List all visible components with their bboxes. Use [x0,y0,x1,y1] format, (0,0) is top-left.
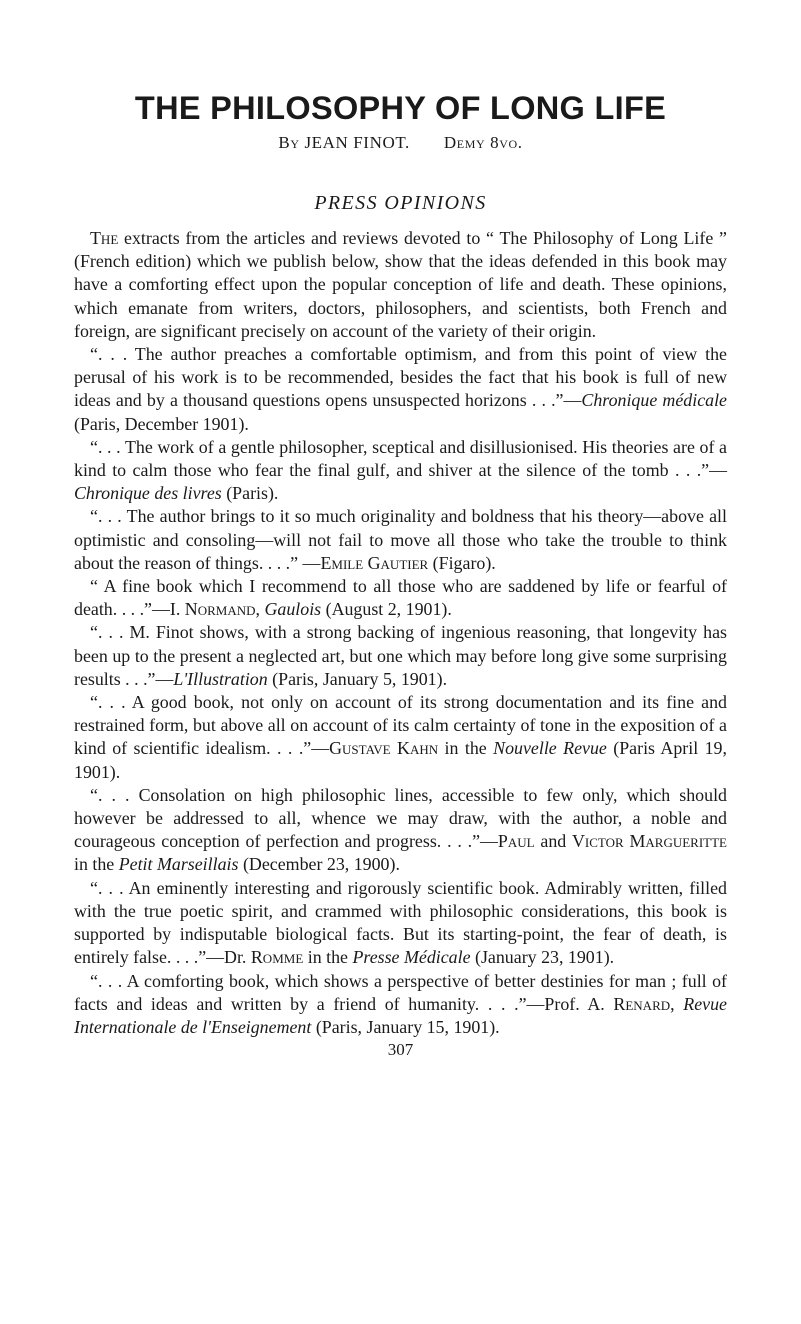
opinion-author: I. Normand, [169,599,260,620]
opinion-connector: in the [438,738,494,759]
opinion-citation: (August 2, 1901). [321,599,452,620]
page-title: THE PHILOSOPHY OF LONG LIFE [134,90,667,126]
opinion-4 [74,575,727,621]
opinion-citation: (Figaro). [428,552,496,573]
opinion-quote: “. . . The author brings to it so much originality and boldness that his theory—above all optimistic and consoling—will not fail to move all those who take the trouble to think about the reason of things. . . .” — [74,506,727,573]
opinion-quote: “. . . An eminently interesting and rigorously scientific book. Admirably written, filled with the true poetic spirit, and crammed with philosophic considerations, this book is supported by indisputable biological facts. But its starting-point, the fear of death, is entirely false. . . .”—Dr. [74,877,727,968]
opinion-quote: “. . . The author preaches a comfortable optimism, and from this point of view the perusal of his work is to be recommended, besides the fact that his book is full of new ideas and by a thousand questions opens unsuspected horizons . . .”— [74,344,727,411]
opinion-source: Presse Médicale [352,947,471,968]
opinion-connector: and [534,831,573,852]
opinion-5 [74,621,727,691]
book-format: Demy 8vo. [443,133,523,152]
opinion-citation: (Paris). [221,483,279,504]
opinion-2 [74,436,727,506]
opinion-7 [74,784,727,877]
opinion-8 [74,877,727,970]
opinion-quote: “ A fine book which I recommend to all those who are saddened by life or fearful of death. . . .”— [74,576,727,620]
intro-paragraph [74,227,727,343]
opinion-source: L'Illustration [173,668,268,689]
author-credit: By JEAN FINOT. [278,133,410,152]
opinion-1 [74,343,727,436]
opinion-source: Petit Marseillais [118,854,239,875]
opinion-source: Chronique médicale [581,390,727,411]
opinion-3 [74,505,727,575]
opinion-source: Chronique des livres [74,483,222,504]
opinion-connector [675,994,684,1014]
opinion-citation: (Paris, December 1901). [74,413,249,434]
opinion-author: Renard, [613,993,675,1014]
opinion-connector-2: in the [74,854,119,875]
opinion-source: Revue Internationale de l'Enseignement [74,993,727,1037]
opinion-citation: (Paris April 19, 1901). [74,738,727,782]
opinion-source: Nouvelle Revue [493,738,607,759]
opinion-quote: “. . . A comforting book, which shows a perspective of better destinies for man ; full of facts and ideas and written by a friend of humanity. . . .”—Prof. A. [74,970,727,1014]
opinion-author: Romme [250,947,304,968]
opinion-9 [74,970,727,1040]
opinion-citation: (Paris, January 5, 1901). [267,668,448,689]
opinion-author: Emile Gautier [320,552,429,573]
opinion-citation: (Paris, January 15, 1901). [311,1016,500,1037]
byline [74,132,727,154]
opinion-quote: “. . . Consolation on high philosophic lines, accessible to few only, which should however be addressed to all, whence we may draw, with the author, a noble and courageous conception of perfection and progress. . . .”— [74,784,727,852]
page-number: 307 [387,1040,414,1060]
opinion-author: Paul [497,831,535,852]
opinion-6 [74,691,727,784]
intro-text: extracts from the articles and reviews devoted to “ The Philosophy of Long Life ” (French edition) which we publish below, show that the ideas defended in this book may have a comforting effect upon the popular conception of life and death. These opinions, which emanate from writers, doctors, philosophers, and scientists, both French and foreign, are significant precisely on account of the variety of their origin. [74,228,727,341]
opinion-citation: (December 23, 1900). [238,854,400,875]
opinion-author-2: Victor Margueritte [572,831,728,852]
opinion-quote: “. . . M. Finot shows, with a strong backing of ingenious reasoning, that longevity has been up to the present a neglected art, but one which may before long give some surprising results . . .”— [74,622,727,689]
opinion-quote: “. . . The work of a gentle philosopher, sceptical and disillusionised. His theories are of a kind to calm those who fear the final gulf, and shiver at the silence of the tomb . . .”— [74,436,727,481]
opinion-source: Gaulois [264,599,322,620]
opinion-citation: (January 23, 1901). [470,947,615,968]
intro-lead: The [90,228,119,248]
opinion-quote: “. . . A good book, not only on account of its strong documentation and its fine and restrained form, but above all on account of its calm certainty of tone in the exposition of a kind of scientific idealism. . . .”— [74,692,727,759]
section-heading: PRESS OPINIONS [314,192,487,214]
opinion-connector: in the [303,947,353,968]
opinion-author: Gustave Kahn [329,738,439,759]
